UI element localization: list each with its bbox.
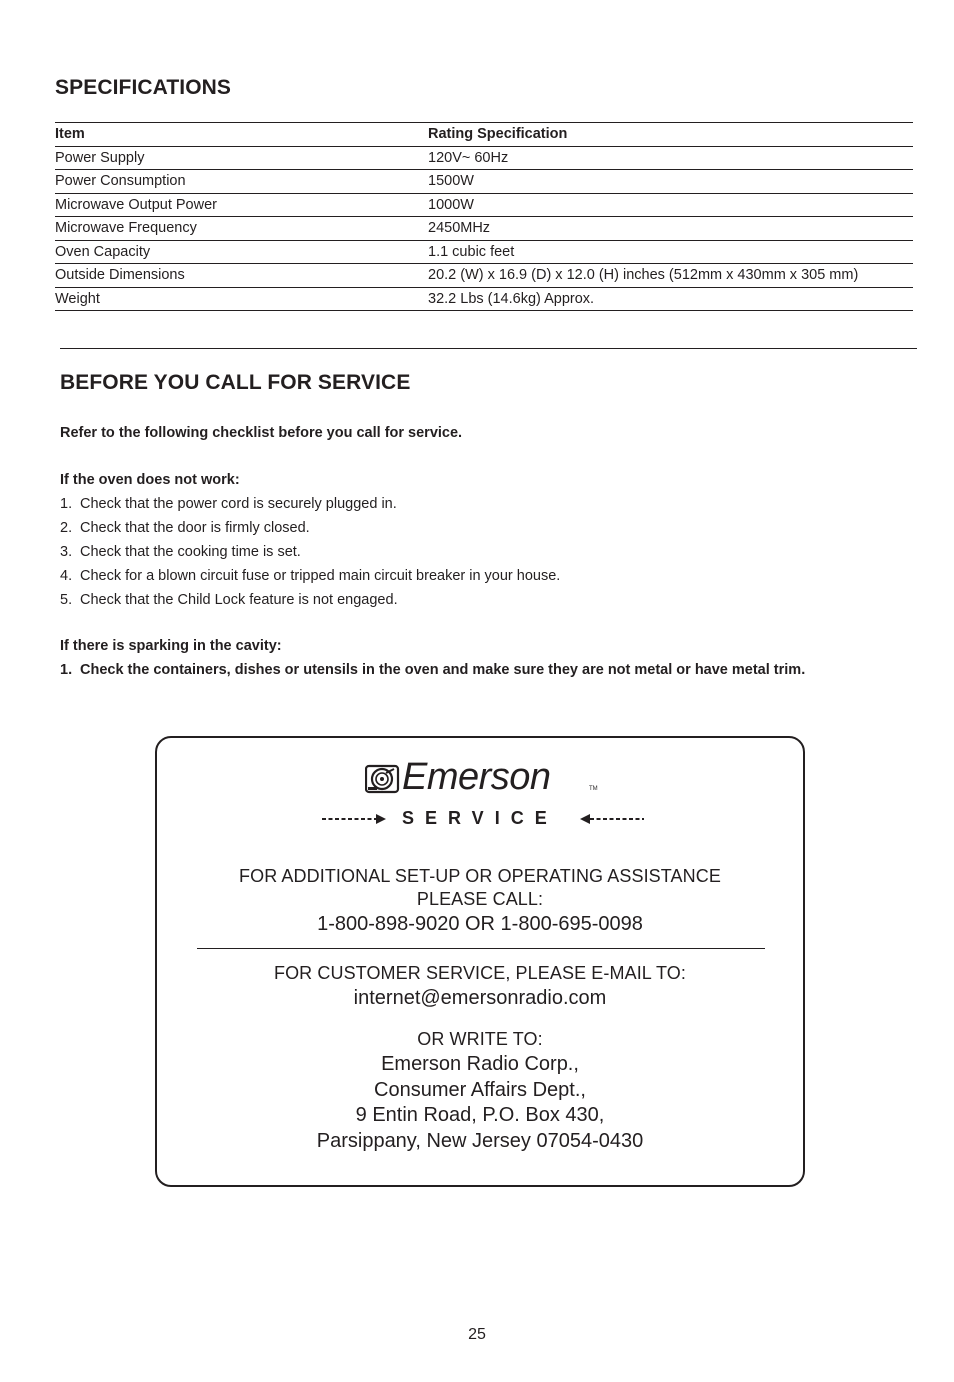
table-row <box>55 194 913 218</box>
header-rating: Rating Specification <box>428 126 568 142</box>
checklist-intro: Refer to the following checklist before you call for service. <box>60 425 463 441</box>
row-item: Weight <box>55 290 100 307</box>
list-number: 1. <box>60 496 73 512</box>
list-text: Check for a blown circuit fuse or tripped main circuit breaker in your house. <box>80 568 561 584</box>
address-line: Consumer Affairs Dept., <box>374 1079 586 1101</box>
list-number: 4. <box>60 568 73 584</box>
table-row <box>55 170 913 194</box>
dashed-arrow-left-icon <box>322 812 388 826</box>
service-word: SERVICE <box>402 808 558 828</box>
row-item: Power Consumption <box>55 173 186 189</box>
sparking-heading: If there is sparking in the cavity: <box>60 638 282 654</box>
table-row <box>55 241 913 265</box>
table-row <box>55 147 913 171</box>
address-line: Parsippany, New Jersey 07054-0430 <box>316 1130 644 1152</box>
page-number: 25 <box>468 1326 486 1343</box>
phone-numbers: 1-800-898-9020 OR 1-800-695-0098 <box>317 913 643 935</box>
section-divider <box>60 348 917 349</box>
email-address: internet@emersonradio.com <box>353 987 607 1009</box>
table-row <box>55 288 913 312</box>
row-item: Outside Dimensions <box>55 267 185 283</box>
list-text: Check that the power cord is securely plugged in. <box>80 496 397 512</box>
row-rating: 1.1 cubic feet <box>428 243 515 260</box>
row-rating: 20.2 (W) x 16.9 (D) x 12.0 (H) inches (512mm x 430mm x 305 mm) <box>428 267 859 283</box>
list-text: Check that the door is firmly closed. <box>80 520 310 536</box>
not-work-heading: If the oven does not work: <box>60 472 240 488</box>
address-line: Emerson Radio Corp., <box>381 1053 579 1075</box>
specifications-table <box>55 122 913 311</box>
list-number: 2. <box>60 520 73 536</box>
write-heading: OR WRITE TO: <box>417 1029 543 1049</box>
row-item: Microwave Output Power <box>55 196 217 213</box>
row-item: Microwave Frequency <box>55 220 197 236</box>
row-item: Oven Capacity <box>55 243 151 260</box>
trademark-mark: TM <box>589 786 598 792</box>
emerson-logo <box>365 756 605 798</box>
table-header-row <box>55 123 913 147</box>
brand-wordmark: Emerson <box>402 756 551 798</box>
address-line: 9 Entin Road, P.O. Box 430, <box>355 1104 605 1126</box>
table-row <box>55 264 913 288</box>
service-box-divider <box>197 948 765 949</box>
list-number: 5. <box>60 592 73 608</box>
header-item: Item <box>55 126 85 142</box>
list-number: 3. <box>60 544 73 560</box>
list-text: Check that the cooking time is set. <box>80 544 301 560</box>
assist-line-1: FOR ADDITIONAL SET-UP OR OPERATING ASSISTANCE <box>239 866 721 886</box>
dashed-arrow-right-icon <box>578 812 644 826</box>
table-row <box>55 217 913 241</box>
list-text: Check the containers, dishes or utensils in the oven and make sure they are not metal or have metal trim. <box>80 662 806 678</box>
assist-line-2: PLEASE CALL: <box>416 889 544 909</box>
row-rating: 2450MHz <box>428 220 491 236</box>
service-banner <box>322 808 644 832</box>
row-rating: 120V~ 60Hz <box>428 149 509 166</box>
row-rating: 1000W <box>428 196 474 213</box>
row-rating: 32.2 Lbs (14.6kg) Approx. <box>428 290 595 307</box>
row-rating: 1500W <box>428 173 474 189</box>
row-item: Power Supply <box>55 149 145 166</box>
list-number: 1. <box>60 662 73 678</box>
service-section-title: BEFORE YOU CALL FOR SERVICE <box>60 371 411 394</box>
specifications-title: SPECIFICATIONS <box>55 76 232 99</box>
email-heading: FOR CUSTOMER SERVICE, PLEASE E-MAIL TO: <box>273 963 686 983</box>
list-text: Check that the Child Lock feature is not engaged. <box>80 592 398 608</box>
